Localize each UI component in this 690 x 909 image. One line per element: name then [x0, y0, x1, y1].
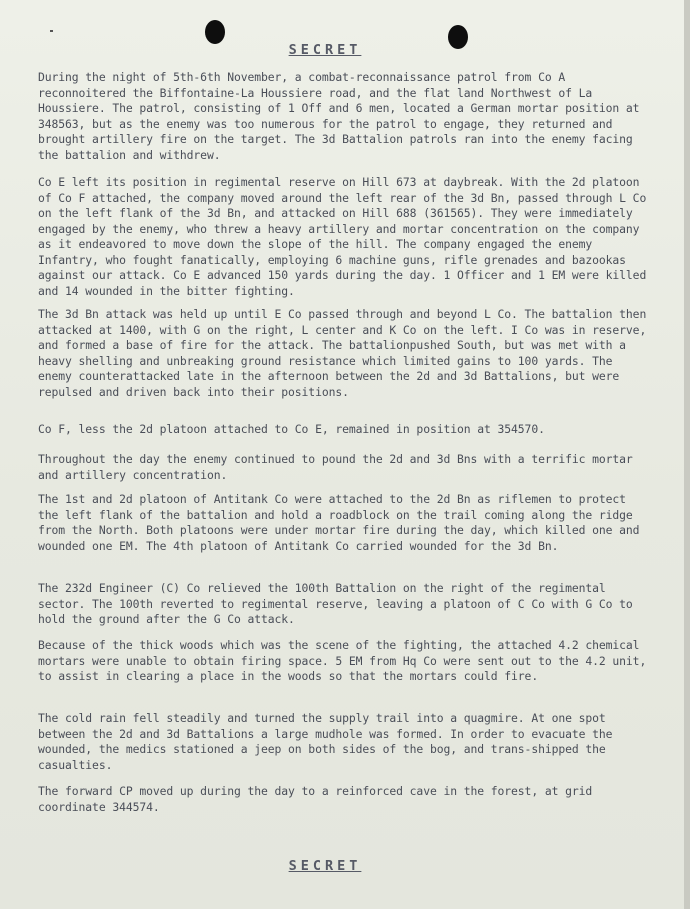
classification-header: SECRET	[288, 42, 362, 58]
paragraph-enemy-fire: Throughout the day the enemy continued to pound the 2d and 3d Bns with a terrific mortar and artillery concentration.	[38, 452, 633, 482]
paragraph-chemical-mortars: Because of the thick woods which was the scene of the fighting, the attached 4.2 chemical mortars were unable to obtain firing space. 5 EM from Hq Co were sent out to the 4.2 unit, to assist in clearing a place in the woods so that the mortars could fire.	[38, 638, 647, 683]
classification-footer: SECRET	[288, 858, 362, 874]
paragraph-co-f-position: Co F, less the 2d platoon attached to Co E, remained in position at 354570.	[38, 422, 545, 436]
paragraph-engineer-relief: The 232d Engineer (C) Co relieved the 100th Battalion on the right of the regimental sector. The 100th reverted to regimental reserve, leaving a platoon of C Co with G Co to hold the ground after the G Co attack.	[38, 581, 633, 626]
paragraph-antitank-co: The 1st and 2d platoon of Antitank Co were attached to the 2d Bn as riflemen to protect the left flank of the battalion and hold a roadblock on the trail coming along the ridge from the North. Both platoons were under mortar fire during the day, which killed one and wounded one EM. The 4th platoon of Antitank Co carried wounded for the 3d Bn.	[38, 492, 640, 553]
page-edge-shadow	[684, 0, 690, 909]
paragraph-3d-bn-attack: The 3d Bn attack was held up until E Co passed through and beyond L Co. The battalion then attacked at 1400, with G on the right, L center and K Co on the left. I Co was in reserve, and formed a base of fire for the attack. The battalionpushed South, but was met with a heavy shelling and unbreaking ground resistance which limited gains to 100 yards. The enemy counterattacked late in the afternoon between the 2d and 3d Battalions, but were repulsed and driven back into their positions.	[38, 307, 647, 399]
paragraph-co-e-attack: Co E left its position in regimental reserve on Hill 673 at daybreak. With the 2d platoon of Co F attached, the company moved around the left rear of the 3d Bn, passed through L Co on the left flank of the 3d Bn, and attacked on Hill 688 (361565). They were immediately engaged by the enemy, who threw a heavy artillery and mortar concentration on the company as it endeavored to move down the slope of the hill. The company engaged the enemy Infantry, who fought fanatically, employing 6 machine guns, rifle grenades and bazookas against our attack. Co E advanced 150 yards during the day. 1 Officer and 1 EM were killed and 14 wounded in the bitter fighting.	[38, 175, 647, 298]
paragraph-forward-cp: The forward CP moved up during the day to a reinforced cave in the forest, at grid coordinate 344574.	[38, 784, 593, 814]
binder-hole-left	[205, 20, 225, 44]
paper-speck	[50, 30, 53, 32]
paragraph-patrol-report: During the night of 5th-6th November, a combat-reconnaissance patrol from Co A reconnoitered the Biffontaine-La Houssiere road, and the flat land Northwest of La Houssiere. The patrol, consisting of 1 Off and 6 men, located a German mortar position at 348563, but as the enemy was too numerous for the patrol to engage, they returned and brought artillery fire on the target. The 3d Battalion patrols ran into the enemy facing the battalion and withdrew.	[38, 70, 640, 162]
paragraph-rain-supply-trail: The cold rain fell steadily and turned the supply trail into a quagmire. At one spot between the 2d and 3d Battalions a large mudhole was formed. In order to evacuate the wounded, the medics stationed a jeep on both sides of the bog, and trans-shipped the casualties.	[38, 711, 613, 772]
